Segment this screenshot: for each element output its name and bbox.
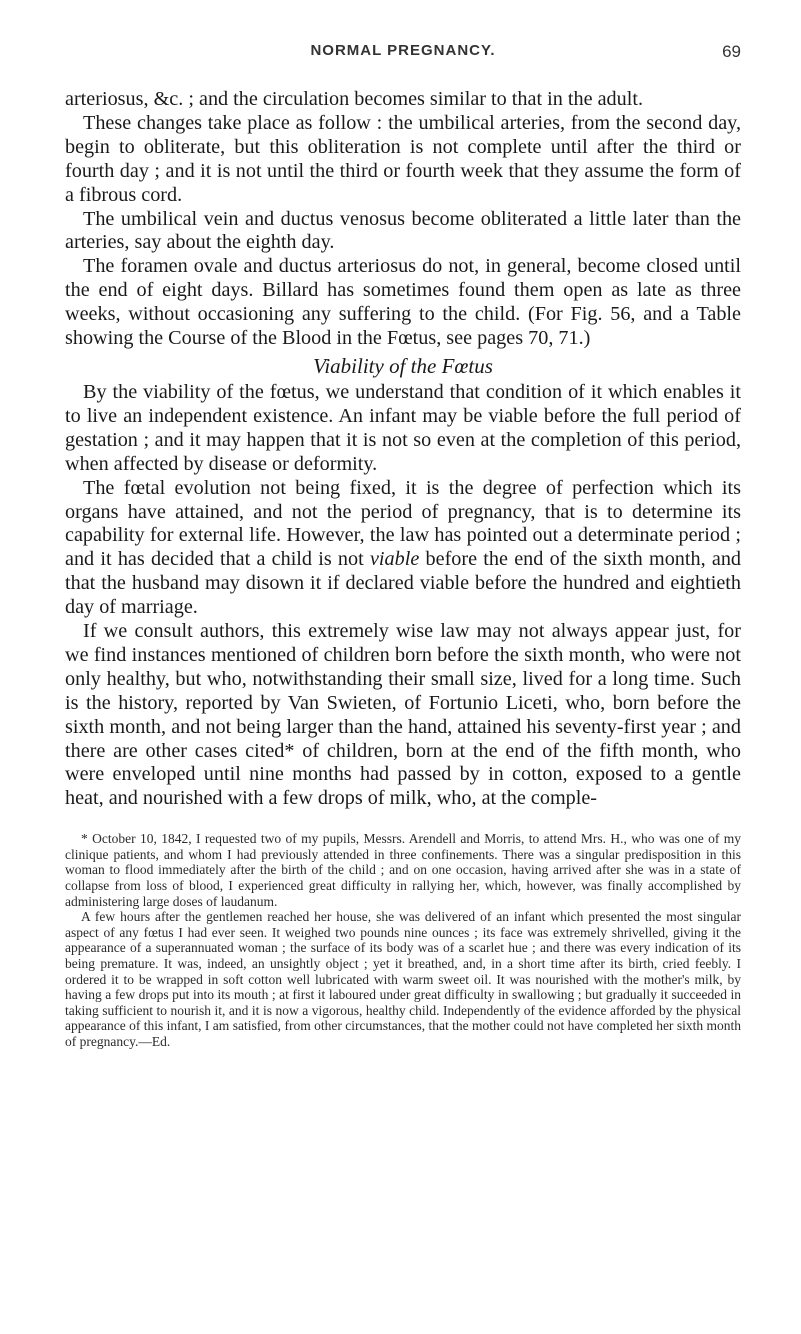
footnotes (65, 831, 741, 1049)
paragraph-changes: These changes take place as follow : the umbilical arteries, from the second day, begin to obliterate, but this obliteration is not complete until after the third or fourth day ; and it is not until the third or fourth week that they assume the form of a fibrous cord. (65, 111, 741, 206)
paragraph-foramen-ovale: The foramen ovale and ductus arteriosus do not, in general, become closed until the end of eight days. Billard has sometimes found them open as late as three weeks, without occasioning any suffering to the child. (For Fig. 56, and a Table showing the Course of the Blood in the Fœtus, see pages 70, 71.) (65, 255, 741, 350)
book-page (65, 42, 741, 1050)
page-number: 69 (722, 42, 741, 61)
footnote-second: A few hours after the gentlemen reached her house, she was delivered of an infant which presented the most singular aspect of any fœtus I had ever seen. It weighed two pounds nine ounces ; its face was extremely shrivelled, giving it the appearance of a superannuated woman ; the surface of its body was of a scarlet hue ; and there was every indication of its being premature. It was, indeed, an unsightly object ; yet it breathed, and, in a short time after its birth, cried feebly. I ordered it to be wrapped in soft cotton well lubricated with warm sweet oil. It was nourished with the mother's milk, by having a few drops put into its mouth ; at first it laboured under great difficulty in swallowing ; but gradually it succeeded in taking sufficient to nourish it, and it is now a vigorous, healthy child. Independently of the evidence afforded by the physical appearance of this infant, I am satisfied, from other circumstances, that the mother could not have completed her sixth month of pregnancy.—Ed. (65, 909, 741, 1049)
section-heading: Viability of the Fœtus (313, 353, 493, 378)
paragraph-text: The fœtal evolution not being fixed, it is the degree of perfection which its organs have attained, and not the period of pregnancy, that is to determine its capability for external life. However, the law has pointed out a determinate period ; and it has decided that a child is not (65, 476, 741, 571)
paragraph-umbilical-vein: The umbilical vein and ductus venosus become obliterated a little later than the arteries, say about the eighth day. (65, 207, 741, 254)
body-text (65, 88, 741, 811)
paragraph-continuation: arteriosus, &c. ; and the circulation becomes similar to that in the adult. (65, 88, 643, 110)
emphasis-viable: viable (369, 548, 420, 571)
footnote-first: * October 10, 1842, I requested two of my pupils, Messrs. Arendell and Morris, to attend Mrs. H., who was one of my clinique patients, and whom I had previously attended in three confinements. There was a singular predisposition in this woman to flood immediately after the birth of the child ; and on one occasion, having arrived after she was in a state of collapse from loss of blood, I experienced great difficulty in rallying her, which, however, was finally accomplished by administering large doses of laudanum. (65, 831, 741, 909)
paragraph-viability-definition: By the viability of the fœtus, we understand that condition of it which enables it to live an independent existence. An infant may be viable before the full period of gestation ; and it may happen that it is not so even at the completion of this period, when affected by disease or deformity. (65, 380, 741, 475)
running-head (65, 42, 741, 68)
running-title: NORMAL PREGNANCY. (310, 42, 496, 59)
paragraph-text: before the end of the sixth month, and that the husband may disown it if declared viable before the hundred and eightieth day of marriage. (65, 548, 742, 619)
paragraph-authors: If we consult authors, this extremely wise law may not always appear just, for we find instances mentioned of children born before the sixth month, who were not only healthy, but who, notwithstanding their small size, lived for a long time. Such is the history, reported by Van Swieten, of Fortunio Liceti, who, born before the sixth month, and not being larger than the hand, attained his seventy-first year ; and there are other cases cited* of children, born at the end of the fifth month, who were enveloped until nine months had passed by in cotton, exposed to a gentle heat, and nourished with a few drops of milk, who, at the comple- (65, 620, 741, 810)
paragraph-foetal-evolution (65, 477, 741, 620)
